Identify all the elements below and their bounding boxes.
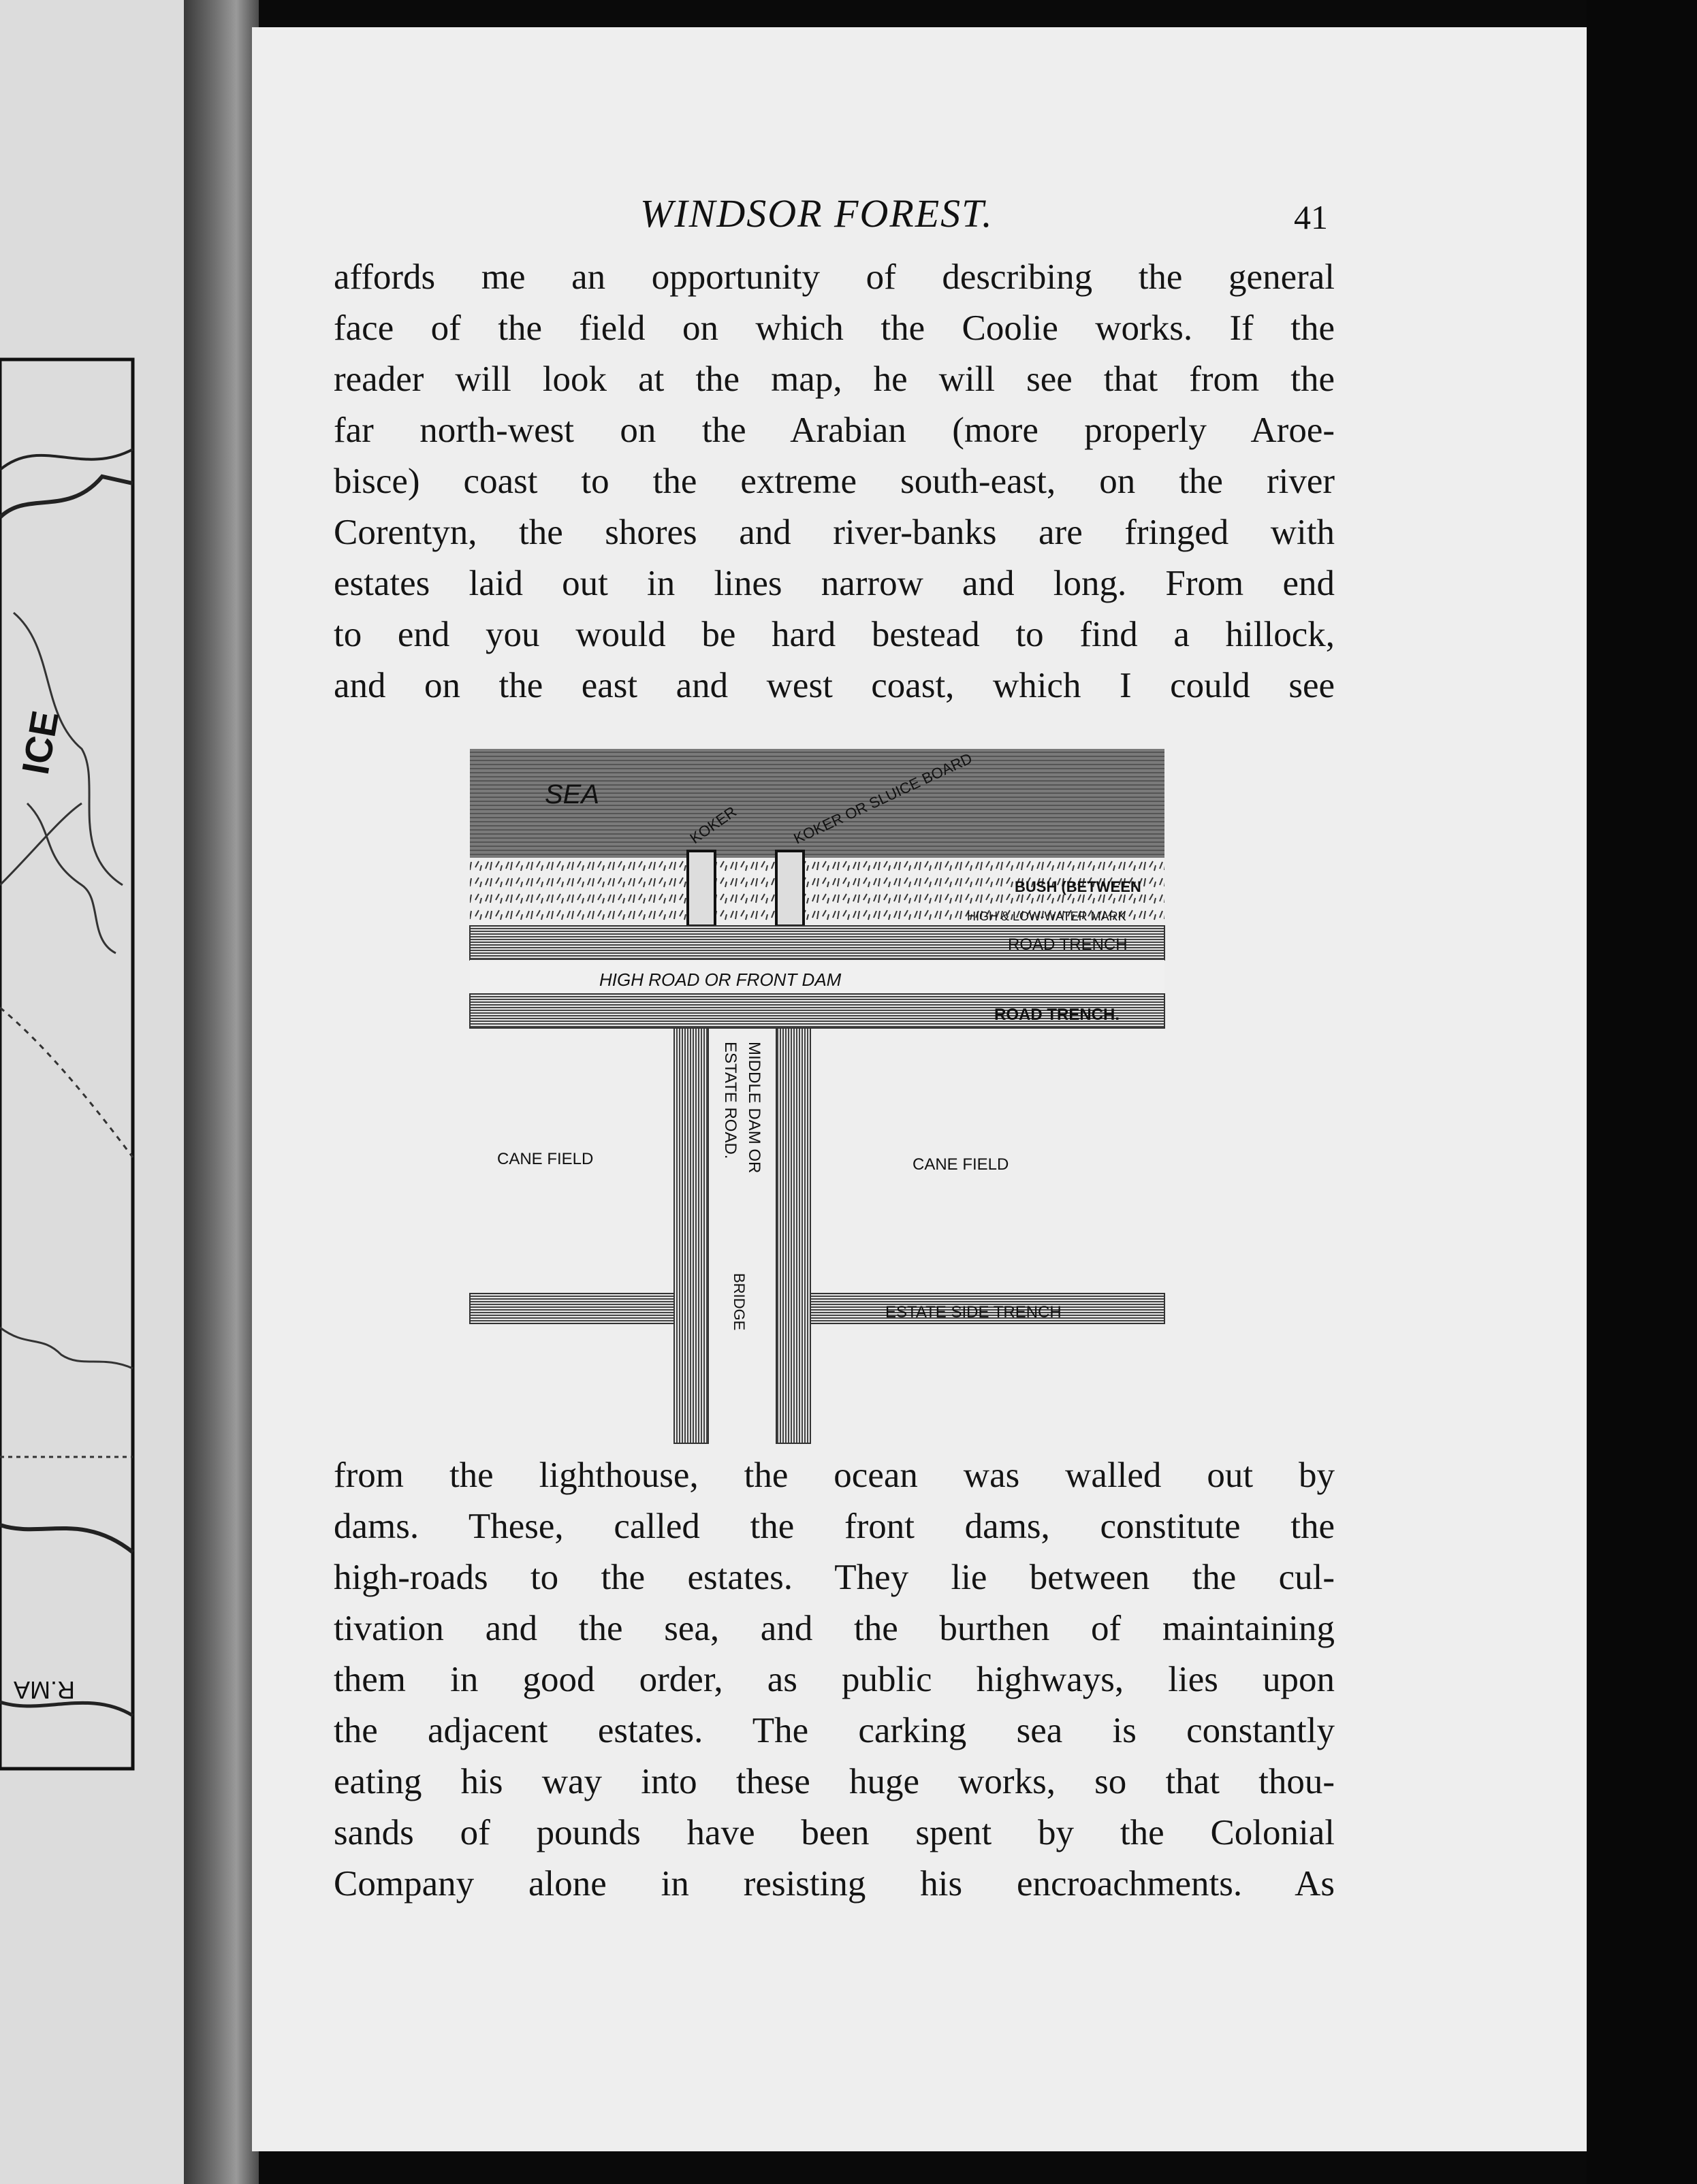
label-sea: SEA bbox=[545, 780, 600, 809]
text-line: far north-west on the Arabian (more properly Aroe- bbox=[334, 411, 1335, 450]
paragraph-1 bbox=[334, 252, 1335, 711]
page-number: 41 bbox=[1294, 198, 1328, 236]
text-line: bisce) coast to the extreme south-east, on the river bbox=[334, 462, 1335, 501]
label-estate-road: ESTATE ROAD. bbox=[721, 1042, 740, 1159]
text-line: tivation and the sea, and the burthen of maintaining bbox=[334, 1609, 1335, 1648]
text-line: reader will look at the map, he will see that from the bbox=[334, 359, 1335, 399]
text-line: estates laid out in lines narrow and long. From end bbox=[334, 564, 1335, 603]
map-fragment bbox=[0, 0, 197, 2184]
text-line: from the lighthouse, the ocean was walled out by bbox=[334, 1456, 1335, 1495]
text-line: high-roads to the estates. They lie between the cul- bbox=[334, 1558, 1335, 1597]
left-page-map bbox=[0, 0, 197, 2184]
text-line: to end you would be hard bestead to find a hillock, bbox=[334, 615, 1335, 654]
text-line: them in good order, as public highways, lies upon bbox=[334, 1660, 1335, 1699]
text-line: eating his way into these huge works, so that thou- bbox=[334, 1762, 1335, 1801]
text-line: dams. These, called the front dams, constitute the bbox=[334, 1507, 1335, 1546]
text-line: face of the field on which the Coolie works. If the bbox=[334, 308, 1335, 348]
text-line: sands of pounds have been spent by the Colonial bbox=[334, 1813, 1335, 1852]
label-side-trench: ESTATE SIDE TRENCH bbox=[885, 1303, 1062, 1321]
text-line: the adjacent estates. The carking sea is constantly bbox=[334, 1711, 1335, 1750]
text-line: affords me an opportunity of describing the general bbox=[334, 257, 1335, 297]
label-koker: KOKER bbox=[686, 803, 740, 848]
middle-trench-right bbox=[776, 1028, 810, 1443]
paragraph-2 bbox=[334, 1450, 1335, 1910]
koker-left bbox=[688, 851, 715, 926]
text-line: Company alone in resisting his encroachments. As bbox=[334, 1864, 1335, 1904]
label-middle-dam: MIDDLE DAM OR bbox=[745, 1042, 763, 1174]
label-cane-field-right: CANE FIELD bbox=[913, 1155, 1009, 1174]
map-label-ice: ICE bbox=[13, 707, 67, 778]
page-edge-shadow bbox=[1587, 0, 1697, 2184]
label-bush-2: HIGH & LOW-WATER MARK bbox=[967, 910, 1126, 923]
running-title: WINDSOR FOREST. bbox=[640, 191, 994, 236]
middle-trench-left bbox=[674, 1028, 708, 1443]
page-header bbox=[252, 170, 1587, 236]
estate-diagram-svg bbox=[463, 742, 1171, 1450]
book-gutter bbox=[184, 0, 259, 2184]
label-road-trench-top: ROAD TRENCH bbox=[1008, 935, 1128, 954]
map-label-river: R.MA bbox=[14, 1676, 75, 1704]
label-cane-field-left: CANE FIELD bbox=[497, 1150, 594, 1168]
text-line: and on the east and west coast, which I could see bbox=[334, 666, 1335, 705]
label-road-trench-bottom: ROAD TRENCH. bbox=[994, 1006, 1120, 1024]
koker-right bbox=[776, 851, 804, 926]
label-bush: BUSH (BETWEEN bbox=[1015, 878, 1141, 895]
estate-diagram bbox=[463, 742, 1171, 1450]
label-koker-or-sluice: KOKER OR SLUICE BOARD bbox=[791, 749, 975, 848]
label-high-road: HIGH ROAD OR FRONT DAM bbox=[599, 969, 842, 990]
text-line: Corentyn, the shores and river-banks are fringed with bbox=[334, 513, 1335, 552]
label-bridge: BRIDGE bbox=[731, 1273, 748, 1331]
book-page bbox=[252, 27, 1587, 2151]
side-trench-left bbox=[470, 1294, 674, 1323]
